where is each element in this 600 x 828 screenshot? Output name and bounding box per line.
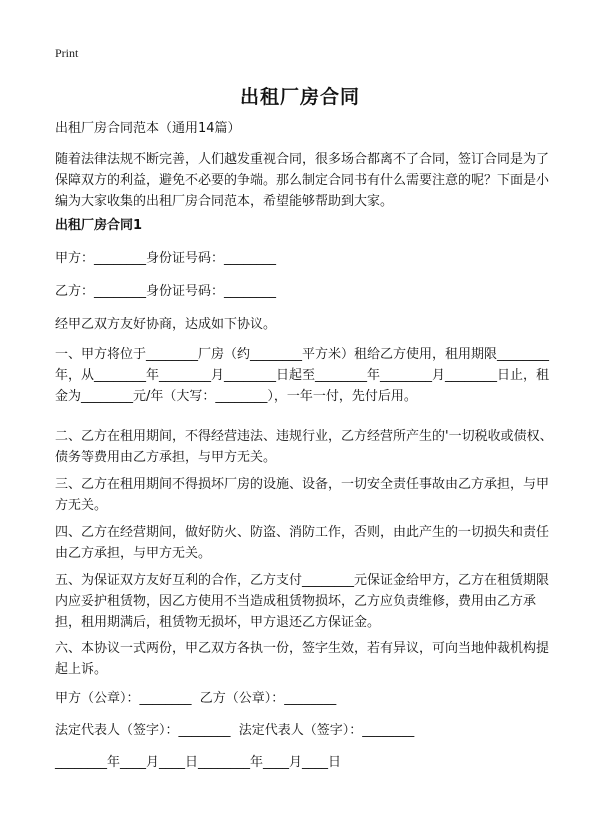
party-b-line: 乙方：________身份证号码：________ — [55, 284, 277, 299]
agreement-intro: 经甲乙双方友好协商，达成如下协议。 — [55, 317, 277, 332]
intro-paragraph: 随着法律法规不断完善，人们越发重视合同，很多场合都离不了合同，签订合同是为了保障双方的利益，避免不必要的争端。那么制定合同书有什么需要注意的呢？下面是小编为大家收集的出租厂房合同范本，希望能够帮助到大家。 — [55, 152, 550, 209]
clause-6: 六、本协议一式两份，甲乙双方各执一份，签字生效，若有异议，可向当地仲裁机构提起上诉。 — [55, 641, 550, 677]
clause-5: 五、为保证双方友好互利的合作，乙方支付________元保证金给甲方，乙方在租赁期限内应妥护租赁物，因乙方使用不当造成租赁物损坏，乙方应负责维修，费用由乙方承担，租用期满后，租赁物无损坏，甲方退还乙方保证金。 — [55, 573, 550, 630]
party-a-line: 甲方：________身份证号码：________ — [55, 251, 277, 266]
print-link[interactable]: Print — [55, 46, 79, 60]
clause-3: 三、乙方在租用期间不得损坏厂房的设施、设备，一切安全责任事故由乙方承担，与甲方无关。 — [55, 477, 550, 513]
section-heading: 出租厂房合同1 — [55, 218, 143, 233]
date-line: ________年____月____日________年____月____日 — [55, 755, 342, 770]
clause-2: 二、乙方在租用期间，不得经营违法、违规行业，乙方经营所产生的'一切税收或债权、债务等费用由乙方承担，与甲方无关。 — [55, 429, 553, 465]
representative-line: 法定代表人（签字）：________ 法定代表人（签字）：________ — [55, 723, 415, 738]
seal-line: 甲方（公章）：________ 乙方（公章）：________ — [55, 691, 337, 706]
clause-4: 四、乙方在经营期间，做好防火、防盗、消防工作，否则，由此产生的一切损失和责任由乙方承担，与甲方无关。 — [55, 525, 550, 561]
document-title: 出租厂房合同 — [239, 86, 360, 108]
clause-1: 一、甲方将位于________厂房（约________平方米）租给乙方使用，租用期限________年，从________年________月________日起至________年________月________日止，租金为________元/年（大写：________），一年一付，先付后用。 — [55, 347, 550, 404]
document-subtitle: 出租厂房合同范本（通用14篇） — [55, 121, 241, 136]
